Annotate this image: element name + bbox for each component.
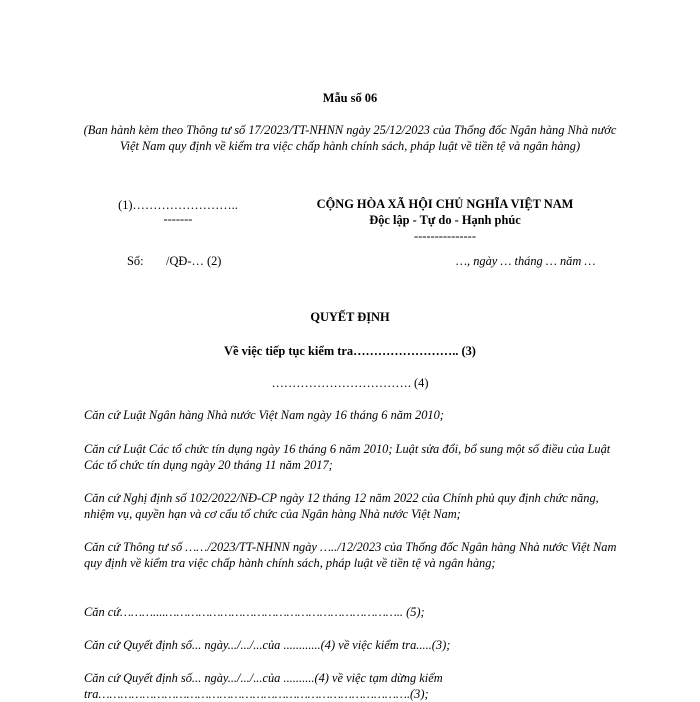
date-line: …, ngày … tháng … năm … <box>456 254 596 268</box>
document-number-value: /QĐ-… (2) <box>166 254 222 268</box>
legal-basis-item: Căn cứ Luật Các tổ chức tín dụng ngày 16 tháng 6 năm 2010; Luật sửa đổi, bổ sung một số điều của Luật Các tổ chức tín dụng ngày 20 tháng 11 năm 2017; <box>84 442 611 472</box>
decision-title: QUYẾT ĐỊNH <box>310 310 390 324</box>
legal-basis-item: Căn cứ Quyết định số... ngày.../.../...của ..........(4) về việc tạm dừng kiểm tra………………………………………………………………………….(3); <box>84 671 443 701</box>
issuance-note: (Ban hành kèm theo Thông tư số 17/2023/TT-NHNN ngày 25/12/2023 của Thống đốc Ngân hàng Nhà nước Việt Nam quy định về kiểm tra việc chấp hành chính sách, pháp luật về tiền tệ và ngân hàng) <box>83 123 617 153</box>
decision-subject: Về việc tiếp tục kiểm tra…………………….. (3) <box>224 344 476 358</box>
organization-underline: ------- <box>163 212 193 226</box>
legal-basis-item: Căn cứ Nghị định số 102/2022/NĐ-CP ngày 12 tháng 12 năm 2022 của Chính phủ quy định chức năng, nhiệm vụ, quyền hạn và cơ cấu tổ chức của Ngân hàng Nhà nước Việt Nam; <box>84 491 599 521</box>
legal-basis-item: Căn cứ Luật Ngân hàng Nhà nước Việt Nam ngày 16 tháng 6 năm 2010; <box>84 408 444 422</box>
legal-basis-item: Căn cứ………....……………………………………………………….. (5); <box>84 605 425 619</box>
legal-basis-item: Căn cứ Thông tư số ……/2023/TT-NHNN ngày …../12/2023 của Thống đốc Ngân hàng Nhà nước Việt Nam quy định về kiểm tra việc chấp hành chính sách, pháp luật về tiền tệ và ngân hàng; <box>84 540 617 570</box>
decision-issuer: ……………………………. (4) <box>271 376 429 390</box>
national-motto: Độc lập - Tự do - Hạnh phúc <box>369 213 521 227</box>
form-title: Mẫu số 06 <box>322 91 378 105</box>
country-name: CỘNG HÒA XÃ HỘI CHỦ NGHĨA VIỆT NAM <box>316 197 574 211</box>
document-number-label: Số: <box>127 254 144 268</box>
motto-underline: --------------- <box>414 229 476 243</box>
organization-placeholder: (1)…………………….. <box>118 198 238 212</box>
legal-basis-item: Căn cứ Quyết định số... ngày.../.../...của ............(4) về việc kiểm tra.....(3); <box>84 638 451 652</box>
